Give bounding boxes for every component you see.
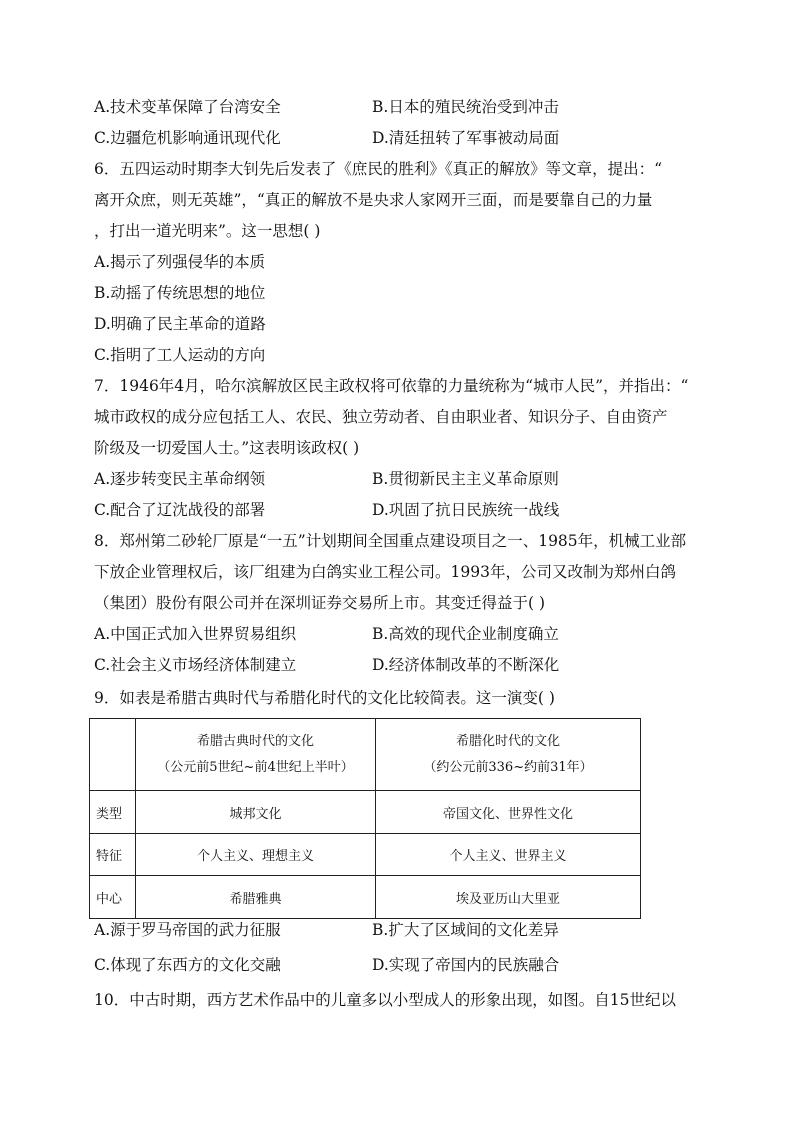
q6-option-c[interactable]: C.指明了工人运动的方向 xyxy=(94,346,266,364)
cell-hellenistic-center: 埃及亚历山大里亚 xyxy=(376,876,641,919)
q9-option-d[interactable]: D.实现了帝国内的民族融合 xyxy=(372,956,560,974)
q6-stem-line1: 6．五四运动时期李大钊先后发表了《庶民的胜利》《真正的解放》等文章，提出：“ xyxy=(94,160,663,178)
classical-period: （公元前5世纪~前4世纪上半叶） xyxy=(157,759,354,775)
q7-option-a[interactable]: A.逐步转变民主革命纲领 xyxy=(94,470,266,488)
q6-option-a[interactable]: A.揭示了列强侵华的本质 xyxy=(94,253,266,271)
q8-stem-line2: 下放企业管理权后，该厂组建为白鸽实业工程公司。1993年，公司又改制为郑州白鸽 xyxy=(94,563,676,581)
q9-stem-line1: 9．如表是希腊古典时代与希腊化时代的文化比较简表。这一演变( ) xyxy=(94,689,555,707)
q7-option-b[interactable]: B.贯彻新民主主义革命原则 xyxy=(372,470,559,488)
q7-option-c[interactable]: C.配合了辽沈战役的部署 xyxy=(94,501,266,519)
q9-option-c[interactable]: C.体现了东西方的文化交融 xyxy=(94,956,281,974)
row-label-feature: 特征 xyxy=(90,834,136,876)
row-label-type: 类型 xyxy=(90,791,136,834)
q8-stem-line3: （集团）股份有限公司并在深圳证券交易所上市。其变迁得益于( ) xyxy=(94,594,546,612)
q8-option-d[interactable]: D.经济体制改革的不断深化 xyxy=(372,656,560,674)
q7-option-d[interactable]: D.巩固了抗日民族统一战线 xyxy=(372,501,560,519)
q8-option-a[interactable]: A.中国正式加入世界贸易组织 xyxy=(94,625,297,643)
q6-option-d[interactable]: D.明确了民主革命的道路 xyxy=(94,315,266,333)
cell-hellenistic-feature: 个人主义、世界主义 xyxy=(376,834,641,876)
table-header-hellenistic xyxy=(376,719,641,791)
cell-classical-center: 希腊雅典 xyxy=(136,876,376,919)
table-row xyxy=(90,834,641,876)
q7-stem-line3: 阶级及一切爱国人士。”这表明该政权( ) xyxy=(94,439,360,457)
table-header-classical xyxy=(136,719,376,791)
q6-option-b[interactable]: B.动摇了传统思想的地位 xyxy=(94,284,266,302)
q9-option-a[interactable]: A.源于罗马帝国的武力征服 xyxy=(94,921,281,939)
cell-classical-feature: 个人主义、理想主义 xyxy=(136,834,376,876)
classical-title: 希腊古典时代的文化 xyxy=(196,733,314,749)
hellenistic-title: 希腊化时代的文化 xyxy=(455,733,560,749)
q5-option-b[interactable]: B.日本的殖民统治受到冲击 xyxy=(372,98,559,116)
table-corner-cell xyxy=(90,719,136,791)
q5-option-d[interactable]: D.清廷扭转了军事被动局面 xyxy=(372,129,560,147)
q5-option-c[interactable]: C.边疆危机影响通讯现代化 xyxy=(94,129,281,147)
q8-option-c[interactable]: C.社会主义市场经济体制建立 xyxy=(94,656,297,674)
q7-stem-line1: 7．1946年4月，哈尔滨解放区民主政权将可依靠的力量统称为“城市人民”，并指出：“ xyxy=(94,377,689,395)
table-row xyxy=(90,791,641,834)
table-row xyxy=(90,876,641,919)
row-label-center: 中心 xyxy=(90,876,136,919)
cell-hellenistic-type: 帝国文化、世界性文化 xyxy=(376,791,641,834)
hellenistic-period: （约公元前336~约前31年） xyxy=(423,759,593,775)
q6-stem-line3: ，打出一道光明来”。这一思想( ) xyxy=(94,222,321,240)
q8-option-b[interactable]: B.高效的现代企业制度确立 xyxy=(372,625,559,643)
q5-option-a[interactable]: A.技术变革保障了台湾安全 xyxy=(94,98,281,116)
q9-option-b[interactable]: B.扩大了区域间的文化差异 xyxy=(372,921,559,939)
q7-stem-line2: 城市政权的成分应包括工人、农民、独立劳动者、自由职业者、知识分子、自由资产 xyxy=(94,408,668,426)
culture-comparison-table xyxy=(89,718,641,919)
q8-stem-line1: 8．郑州第二砂轮厂原是“一五”计划期间全国重点建设项目之一、1985年，机械工业部 xyxy=(94,532,687,550)
q10-stem-line1: 10．中古时期，西方艺术作品中的儿童多以小型成人的形象出现，如图。自15世纪以 xyxy=(94,991,676,1009)
table-header-row xyxy=(90,719,641,791)
cell-classical-type: 城邦文化 xyxy=(136,791,376,834)
q6-stem-line2: 离开众庶，则无英雄”，“真正的解放不是央求人家网开三面，而是要靠自己的力量 xyxy=(94,191,653,209)
